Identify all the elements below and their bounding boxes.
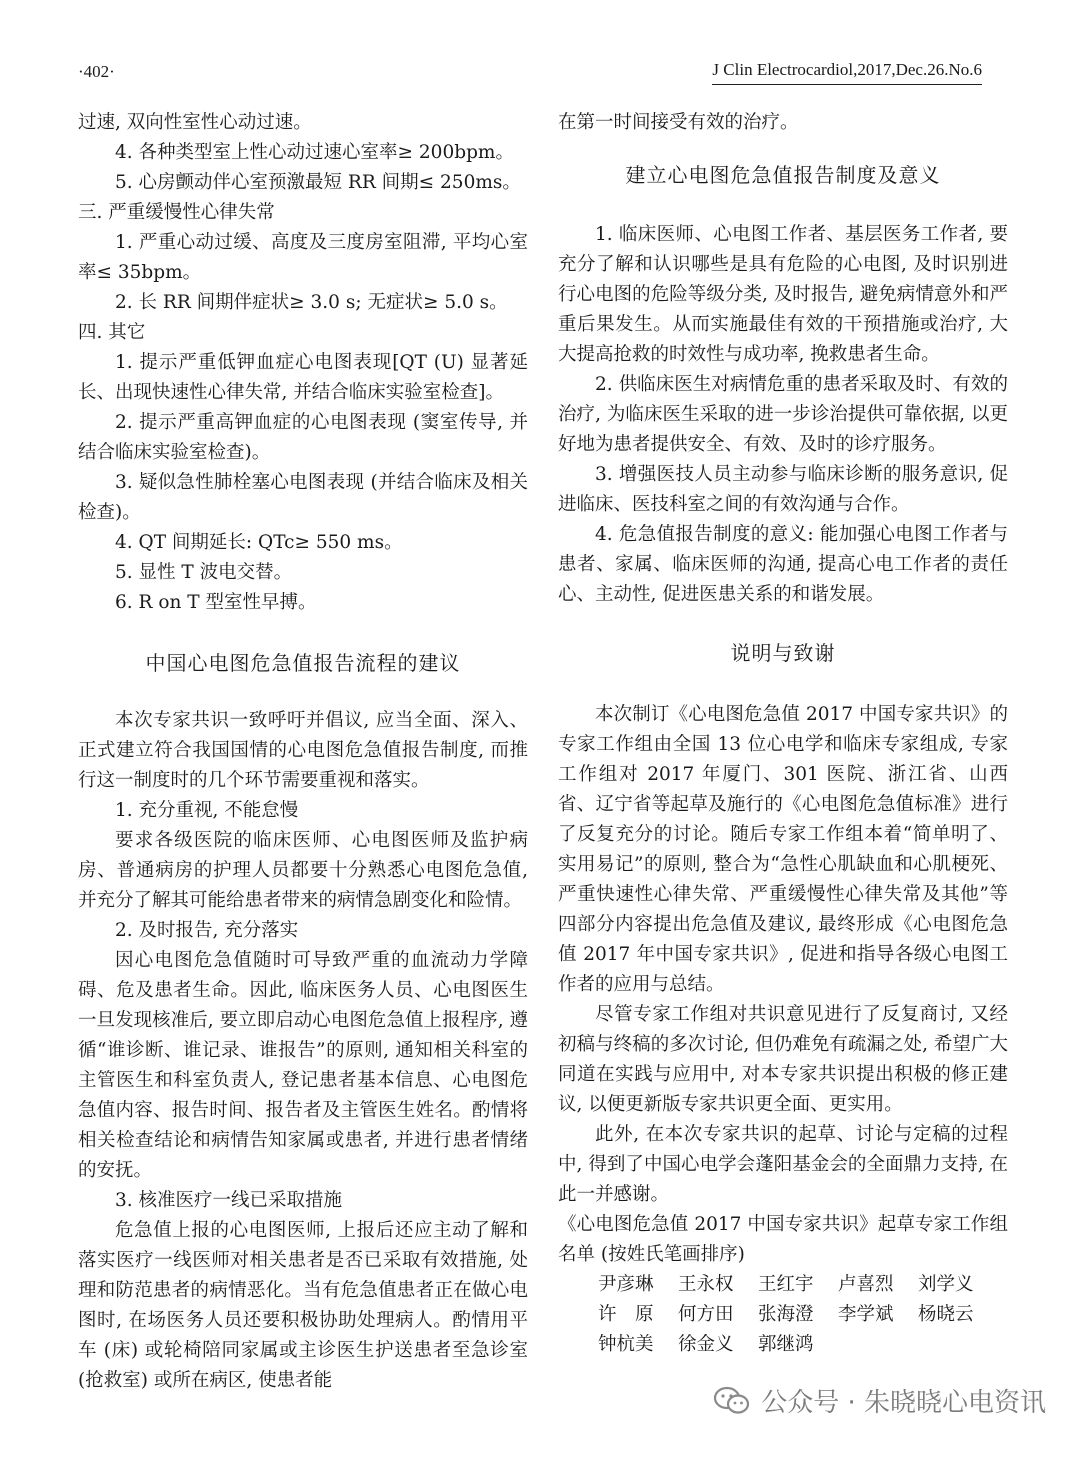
- paragraph: 危急值上报的心电图医师, 上报后还应主动了解和落实医疗一线医师对相关患者是否已采取有效措施, 处理和防范患者的病情恶化。当有危急值患者正在做心电图时, 在场医务人员还要积极协助处理病人。酌情用平车 (床) 或轮椅陪同家属或主诊医生护送患者至急诊室 (抢救室) 或所在病区, 使患者能: [78, 1220, 528, 1391]
- page-header: [78, 58, 982, 88]
- paragraph: 《心电图危急值 2017 中国专家共识》起草专家工作组名单 (按姓氏笔画排序): [558, 1214, 1008, 1265]
- paragraph: 2. 供临床医生对病情危重的患者采取及时、有效的治疗, 为临床医生采取的进一步诊治提供可靠依据, 以更好地为患者提供安全、有效、及时的诊疗服务。: [558, 374, 1008, 455]
- author-name: 何方田: [678, 1304, 734, 1325]
- paragraph: 6. R on T 型室性早搏。: [115, 592, 317, 613]
- watermark: [713, 1382, 1046, 1419]
- paragraph: 3. 核准医疗一线已采取措施: [115, 1190, 343, 1211]
- author-row: [598, 1330, 1008, 1360]
- author-name: 刘学义: [918, 1274, 974, 1295]
- paragraph: 5. 心房颤动伴心室预激最短 RR 间期≤ 250ms。: [115, 172, 521, 193]
- section-title: 中国心电图危急值报告流程的建议: [145, 651, 461, 675]
- paragraph: 3. 疑似急性肺栓塞心电图表现 (并结合临床及相关检查)。: [78, 472, 528, 523]
- paragraph: 1. 严重心动过缓、高度及三度房室阻滞, 平均心室率≤ 35bpm。: [78, 232, 528, 283]
- paragraph: 此外, 在本次专家共识的起草、讨论与定稿的过程中, 得到了中国心电学会蓬阳基金会的全面鼎力支持, 在此一并感谢。: [558, 1124, 1008, 1205]
- paragraph: 2. 提示严重高钾血症的心电图表现 (窦室传导, 并结合临床实验室检查)。: [78, 412, 528, 463]
- paragraph: 过速, 双向性室性心动过速。: [78, 112, 312, 133]
- author-name: 王红宇: [758, 1274, 814, 1295]
- page-number: ·402·: [78, 62, 115, 81]
- wechat-icon: [713, 1386, 751, 1416]
- author-list: [558, 1270, 1008, 1360]
- paragraph: 尽管专家工作组对共识意见进行了反复商讨, 又经初稿与终稿的多次讨论, 但仍难免有疏漏之处, 希望广大同道在实践与应用中, 对本专家共识提出积极的修正建议, 以便更新版专家共识更全面、更实用。: [558, 1004, 1008, 1115]
- author-row: [598, 1270, 1008, 1300]
- author-row: [598, 1300, 1008, 1330]
- section-heading: 三. 严重缓慢性心律失常: [78, 202, 275, 223]
- watermark-text: 公众号 · 朱晓晓心电资讯: [761, 1388, 1046, 1418]
- author-name: 张海澄: [758, 1304, 814, 1325]
- author-name: 杨晓云: [918, 1304, 974, 1325]
- paragraph: 本次专家共识一致呼吁并倡议, 应当全面、深入、正式建立符合我国国情的心电图危急值报告制度, 而推行这一制度时的几个环节需要重视和落实。: [78, 710, 528, 791]
- paragraph: 1. 临床医师、心电图工作者、基层医务工作者, 要充分了解和认识哪些是具有危险的心电图, 及时识别进行心电图的危险等级分类, 及时报告, 避免病情意外和严重后果发生。从而实施最佳有效的干预措施或治疗, 大大提高抢救的时效性与成功率, 挽救患者生命。: [558, 224, 1008, 365]
- author-name: 卢喜烈: [838, 1274, 894, 1295]
- paragraph: 1. 充分重视, 不能怠慢: [115, 800, 299, 821]
- paragraph: 1. 提示严重低钾血症心电图表现[QT (U) 显著延长、出现快速性心律失常, 并结合临床实验室检查]。: [78, 352, 528, 403]
- author-name: 郭继鸿: [758, 1334, 814, 1355]
- left-column: [78, 108, 528, 1396]
- paragraph: 3. 增强医技人员主动参与临床诊断的服务意识, 促进临床、医技科室之间的有效沟通与合作。: [558, 464, 1008, 515]
- author-name: 许 原: [598, 1304, 654, 1325]
- paragraph: 4. QT 间期延长: QTc≥ 550 ms。: [115, 532, 403, 553]
- author-name: 王永权: [678, 1274, 734, 1295]
- section-heading: 四. 其它: [78, 322, 146, 343]
- paragraph: 2. 长 RR 间期伴症状≥ 3.0 s; 无症状≥ 5.0 s。: [115, 292, 508, 313]
- author-name: 徐金义: [678, 1334, 734, 1355]
- paragraph: 4. 各种类型室上性心动过速心室率≥ 200bpm。: [115, 142, 514, 163]
- paragraph: 本次制订《心电图危急值 2017 中国专家共识》的专家工作组由全国 13 位心电学和临床专家组成, 专家工作组对 2017 年厦门、301 医院、浙江省、山西省、辽宁省等起草及施行的《心电图危急值标准》进行了反复充分的讨论。随后专家工作组本着“简单明了、实用易记”的原则, 整合为“急性心肌缺血和心肌梗死、严重快速性心律失常、严重缓慢性心律失常及其他”等四部分内容提出危急值及建议, 最终形成《心电图危急值 2017 年中国专家共识》, 促进和指导各级心电图工作者的应用与总结。: [558, 704, 1008, 995]
- section-title: 建立心电图危急值报告制度及意义: [625, 163, 941, 187]
- author-name: 钟杭美: [598, 1334, 654, 1355]
- author-name: 李学斌: [838, 1304, 894, 1325]
- right-column: [558, 108, 1008, 1360]
- paragraph: 2. 及时报告, 充分落实: [115, 920, 299, 941]
- author-name: 尹彦琳: [598, 1274, 654, 1295]
- paragraph: 5. 显性 T 波电交替。: [115, 562, 293, 583]
- journal-title: J Clin Electrocardiol,2017,Dec.26.No.6: [712, 60, 982, 85]
- paragraph: 在第一时间接受有效的治疗。: [558, 112, 799, 133]
- section-title: 说明与致谢: [730, 641, 836, 665]
- paragraph: 4. 危急值报告制度的意义: 能加强心电图工作者与患者、家属、临床医师的沟通, 提高心电工作者的责任心、主动性, 促进医患关系的和谐发展。: [558, 524, 1008, 605]
- paragraph: 要求各级医院的临床医师、心电图医师及监护病房、普通病房的护理人员都要十分熟悉心电图危急值, 并充分了解其可能给患者带来的病情急剧变化和险情。: [78, 830, 528, 911]
- paragraph: 因心电图危急值随时可导致严重的血流动力学障碍、危及患者生命。因此, 临床医务人员、心电图医生一旦发现核准后, 要立即启动心电图危急值上报程序, 遵循“谁诊断、谁记录、谁报告”的原则, 通知相关科室的主管医生和科室负责人, 登记患者基本信息、心电图危急值内容、报告时间、报告者及主管医生姓名。酌情将相关检查结论和病情告知家属或患者, 并进行患者情绪的安抚。: [78, 950, 528, 1181]
